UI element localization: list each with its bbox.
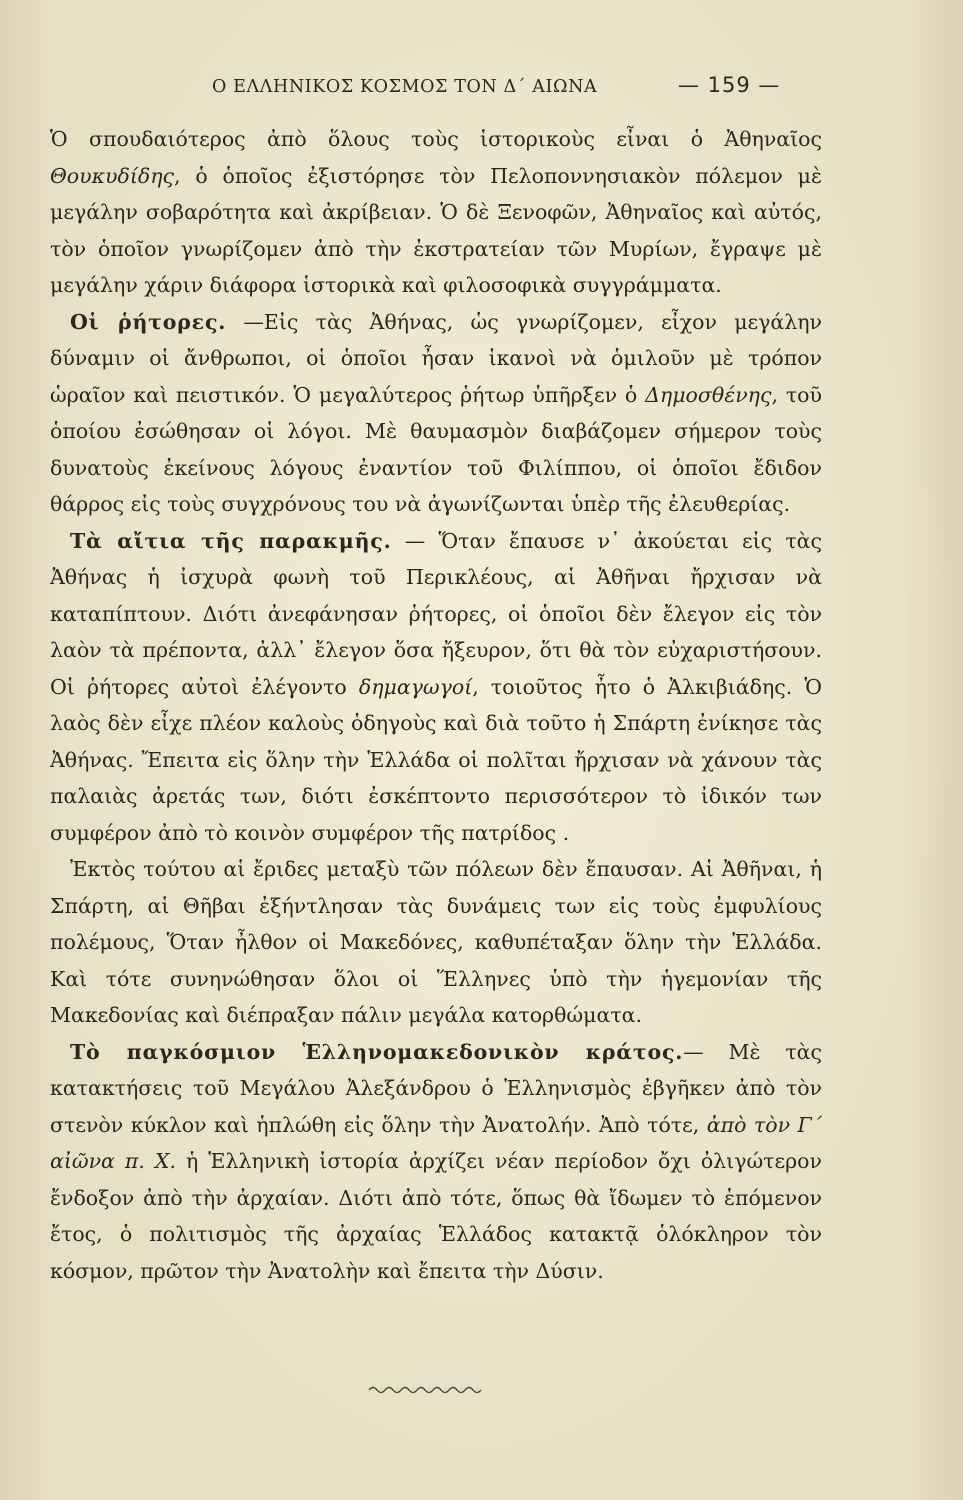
paragraph-text: , τοιοῦτος ἦτο ὁ Ἀλκιβιάδης. Ὁ λαὸς δὲν εἶχε πλέον καλοὺς ὁδηγοὺς καὶ διὰ τοῦτο ἡ Σπάρτη ἐνίκησε τὰς Ἀθήνας. Ἔπειτα εἰς ὅλην τὴν Ἑλλάδα οἱ πολῖται ἤρχισαν νὰ χάνουν τὰς παλαιὰς ἀρετάς των, διότι ἐσκέπτοντο περισσότερον τὸ ἰδικόν των συμφέρον ἀπὸ τὸ κοινὸν συμφέρον τῆς πατρίδος . <box>50 674 822 845</box>
wavy-line-ornament-icon <box>367 1383 485 1397</box>
page-number: — 159 — <box>678 73 781 97</box>
paragraph-empire <box>50 1034 822 1290</box>
paragraph-orators <box>50 304 822 523</box>
emphasized-name: Δημοσθένης <box>645 382 772 407</box>
section-heading-orators: Οἱ ῥήτορες. <box>70 309 227 334</box>
paragraph-text: —Εἰς τὰς Ἀθήνας, ὡς γνωρίζομεν, εἶχον μεγάλην δύναμιν οἱ ἄνθρωποι, οἱ ὁποῖοι ἦσαν ἱκανοὶ νὰ ὁμιλοῦν μὲ τρόπον ὡραῖον καὶ πειστικόν. Ὁ μεγαλύτερος ῥήτωρ ὑπῆρξεν ὁ <box>50 309 823 407</box>
running-title: Ο ΕΛΛΗΝΙΚΟΣ ΚΟΣΜΟΣ ΤΟΝ Δ΄ ΑΙΩΝΑ <box>212 77 598 97</box>
paragraph-historians <box>50 121 822 304</box>
paragraph-decline <box>50 523 822 852</box>
paragraph-text: ἡ Ἑλληνικὴ ἱστορία ἀρχίζει νέαν περίοδον ὄχι ὀλιγώτερον ἔνδοξον ἀπὸ τὴν ἀρχαίαν. Διότι ἀπὸ τότε, ὅπως θὰ ἴδωμεν τὸ ἑπόμενον ἔτος, ὁ πολιτισμὸς τῆς ἀρχαίας Ἑλλάδος κατακτᾷ ὁλόκληρον τὸν κόσμον, πρῶτον τὴν Ἀνατολὴν καὶ ἔπειτα τὴν Δύσιν. <box>50 1149 822 1283</box>
paragraph-text: , τοῦ ὁποίου ἐσώθησαν οἱ λόγοι. Μὲ θαυμασμὸν διαβάζομεν σήμερον τοὺς δυνατοὺς ἐκείνους λόγους ἐναντίον τοῦ Φιλίππου, οἱ ὁποῖοι ἔδιδον θάρρος εἰς τοὺς συγχρόνους του νὰ ἀγωνίζωνται ὑπὲρ τῆς ἐλευθερίας. <box>50 382 822 516</box>
paragraph-text: — Ὅταν ἔπαυσε ν᾽ ἀκούεται εἰς τὰς Ἀθήνας ἡ ἰσχυρὰ φωνὴ τοῦ Περικλέους, αἱ Ἀθῆναι ἤρχισαν νὰ καταπίπτουν. Διότι ἀνεφάνησαν ῥήτορες, οἱ ὁποῖοι δὲν ἔλεγον εἰς τὸν λαὸν τὰ πρέποντα, ἀλλ᾽ ἔλεγον ὅσα ἤξευρον, ὅτι θὰ τὸν εὐχαριστήσουν. Οἱ ῥήτορες αὐτοὶ ἐλέγοντο <box>50 528 823 699</box>
emphasized-name: Θουκυδίδης <box>50 163 175 188</box>
page-header <box>212 73 812 105</box>
section-heading-decline: Τὰ αἴτια τῆς παρακμῆς. <box>70 528 392 553</box>
paragraph-text: — Μὲ τὰς κατακτήσεις τοῦ Μεγάλου Ἀλεξάνδρου ὁ Ἑλληνισμὸς ἐβγῆκεν ἀπὸ τὸν στενὸν κύκλον καὶ ἡπλώθη εἰς ὅλην τὴν Ἀνατολήν. Ἀπὸ τότε, <box>50 1039 822 1137</box>
paragraph-text: Ὁ σπουδαιότερος ἀπὸ ὅλους τοὺς ἱστορικοὺς εἶναι ὁ Ἀθηναῖος <box>50 127 822 151</box>
section-heading-empire: Τὸ παγκόσμιον Ἑλληνομακεδονικὸν κράτος. <box>70 1039 684 1064</box>
body-text <box>50 121 822 1289</box>
paragraph-strife <box>50 851 822 1034</box>
emphasized-term: δημαγωγοί <box>358 674 473 699</box>
paragraph-text: Ἐκτὸς τούτου αἱ ἔριδες μεταξὺ τῶν πόλεων δὲν ἔπαυσαν. Αἱ Ἀθῆναι, ἡ Σπάρτη, αἱ Θῆβαι ἐξήντλησαν τὰς δυνάμεις των εἰς τοὺς ἐμφυλίους πολέμους, Ὅταν ἦλθον οἱ Μακεδόνες, καθυπέταξαν ὅλην τὴν Ἑλλάδα. Καὶ τότε συνηνώθησαν ὅλοι οἱ Ἕλληνες ὑπὸ τὴν ἡγεμονίαν τῆς Μακεδονίας καὶ διέπραξαν πάλιν μεγάλα κατορθώματα. <box>50 857 822 1027</box>
paragraph-text: , ὁ ὁποῖος ἐξιστόρησε τὸν Πελοποννησιακὸν πόλεμον μὲ μεγάλην σοβαρότητα καὶ ἀκρίβειαν. Ὁ δὲ Ξενοφῶν, Ἀθηναῖος καὶ αὐτός, τὸν ὁποῖον γνωρίζομεν ἀπὸ τὴν ἐκστρατείαν τῶν Μυρίων, ἔγραψε μὲ μεγάλην χάριν διάφορα ἱστορικὰ καὶ φιλοσοφικὰ συγγράμματα. <box>50 163 822 297</box>
emphasized-date: ἀπὸ τὸν Γ΄ αἰῶνα π. Χ. <box>50 1112 822 1173</box>
